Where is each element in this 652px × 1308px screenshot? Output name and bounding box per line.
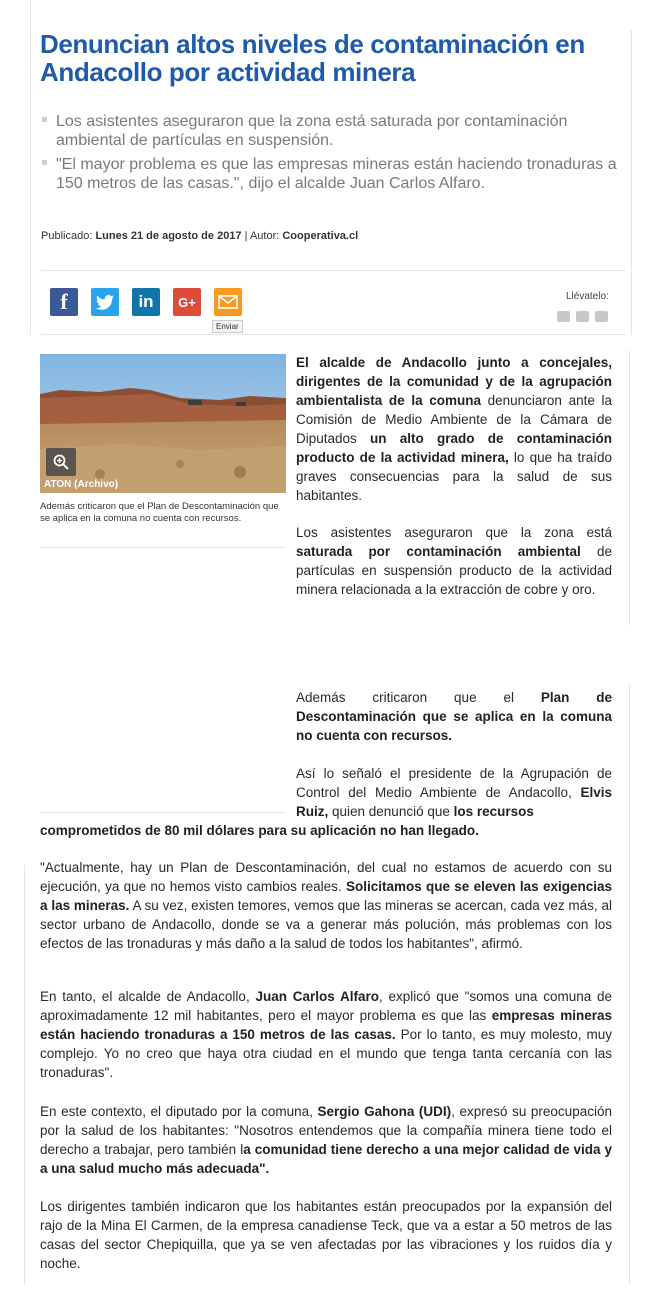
- email-tooltip: Enviar: [212, 320, 243, 333]
- linkedin-share-button[interactable]: [132, 288, 160, 316]
- side-divider: [40, 812, 286, 813]
- bold-text-run: Juan Carlos Alfaro: [255, 989, 380, 1004]
- text-run: Por lo tanto, es muy molesto, muy complejo. Yo no creo que haya otra ciudad en el mundo que tenga tanta cercanía con las tronaduras".: [40, 1027, 612, 1080]
- bold-text-run: los recursos: [453, 804, 534, 819]
- text-run: de partículas en suspensión producto de la actividad minera relacionada a la extracción de cobre y oro.: [296, 544, 612, 597]
- text-run: Los dirigentes también indicaron que los habitantes están preocupados por la expansión del rajo de la Mina El Carmen, de la empresa canadiense Teck, que va a estar a 50 metros de las casas del sector Chepiquilla, que ya se ven afectadas por las vibraciones y los ruidos día y noche.: [40, 1199, 612, 1271]
- facebook-icon: f: [60, 289, 68, 314]
- link-icon[interactable]: [576, 311, 589, 322]
- published-label: Publicado:: [41, 230, 93, 242]
- right-rule-lower: [629, 350, 630, 625]
- bold-text-run: un alto grado de contaminación producto de la actividad minera,: [296, 431, 612, 465]
- text-run: lo que ha traído graves consecuencias para la salud de sus habitantes.: [296, 450, 612, 503]
- twitter-icon: [96, 295, 114, 310]
- bold-text-run: comprometidos de 80 mil dólares para su aplicación no han llegado.: [40, 823, 479, 838]
- article-photo[interactable]: [40, 354, 286, 493]
- body-paragraph: [296, 688, 612, 745]
- summary-bullet: Los asistentes aseguraron que la zona está saturada por contaminación ambiental de partículas en suspensión.: [42, 112, 632, 150]
- text-run: , explicó que "somos una comuna de aproximadamente 12 mil habitantes, pero el mayor problema es que las: [40, 989, 612, 1023]
- bold-text-run: El alcalde de Andacollo junto a concejales, dirigentes de la comunidad y de la agrupación ambientalista de la comuna: [296, 355, 612, 408]
- bullet-square-icon: [42, 160, 47, 165]
- text-run: Así lo señaló el presidente de la Agrupación de Control del Medio Ambiente de Andacollo,: [296, 766, 612, 800]
- facebook-share-button[interactable]: [50, 288, 78, 316]
- mining-landscape-image: [40, 354, 286, 493]
- googleplus-icon: G+: [178, 294, 196, 310]
- body-paragraph: [296, 523, 612, 599]
- right-rule-bottom: [629, 685, 630, 1285]
- text-run: Los asistentes aseguraron que la zona está: [296, 525, 612, 540]
- envelope-icon: [218, 295, 238, 309]
- caption-divider: [40, 547, 286, 548]
- bold-text-run: Sergio Gahona (UDI): [317, 1104, 452, 1119]
- meta-separator: |: [244, 230, 248, 242]
- photo-credit: ATON (Archivo): [44, 479, 119, 490]
- article-tools: [557, 311, 608, 322]
- embed-icon[interactable]: [557, 311, 570, 322]
- article-title: Denuncian altos niveles de contaminación en Andacollo por actividad minera: [40, 29, 585, 87]
- bold-text-run: a comunidad tiene derecho a una mejor calidad de vida y a una salud mucho más adecuada".: [40, 1142, 613, 1176]
- print-icon[interactable]: [595, 311, 608, 322]
- left-rule-bottom: [24, 865, 25, 1285]
- body-paragraph: [40, 987, 612, 1082]
- text-run: , expresó su preocupación por la salud de los habitantes: "Nosotros entendemos que la compañía minera tiene todo el derecho a trabajar, pero también l: [40, 1104, 612, 1157]
- meta-divider: [41, 270, 626, 271]
- author-label: Autor:: [249, 230, 280, 242]
- email-share-button[interactable]: [214, 288, 242, 316]
- bold-text-run: Elvis Ruiz,: [296, 785, 612, 819]
- published-date: Lunes 21 de agosto de 2017: [95, 230, 242, 242]
- bold-text-run: Plan de Descontaminación que se aplica en la comuna no cuenta con recursos.: [296, 690, 613, 743]
- zoom-button[interactable]: [46, 448, 76, 476]
- text-run: En tanto, el alcalde de Andacollo,: [40, 989, 256, 1004]
- text-run: Además criticaron que el: [296, 690, 541, 705]
- bold-text-run: saturada por contaminación ambiental: [296, 544, 581, 559]
- body-paragraph: [40, 821, 612, 840]
- body-paragraph: [40, 1102, 612, 1178]
- text-run: "Actualmente, hay un Plan de Descontaminación, del cual no estamos de acuerdo con su ejecución, ya que no hemos visto cambios reales.: [40, 860, 612, 894]
- text-run: quien denunció que: [328, 804, 454, 819]
- magnifier-icon: [53, 454, 69, 470]
- twitter-share-button[interactable]: [91, 288, 119, 316]
- bold-text-run: Solicitamos que se eleven las exigencias a las mineras.: [40, 879, 612, 913]
- photo-caption: Además criticaron que el Plan de Descontaminación que se aplica en la comuna no cuenta con recursos.: [40, 501, 279, 524]
- bold-text-run: empresas mineras están haciendo tronaduras a 150 metros de las casas.: [40, 1008, 612, 1042]
- text-run: A su vez, existen temores, vemos que las mineras se acercan, cada vez más, al sector urbano de Andacollo, donde se va a generar más polución, más problemas con los efectos de las tronaduras y más daño a la salud de todos los habitantes", afirmó.: [40, 898, 612, 951]
- text-run: En este contexto, el diputado por la comuna,: [40, 1104, 318, 1119]
- googleplus-share-button[interactable]: [173, 288, 201, 316]
- linkedin-icon: in: [138, 292, 154, 311]
- body-paragraph: [40, 858, 612, 953]
- body-paragraph: [296, 353, 612, 505]
- share-divider: [41, 334, 626, 335]
- summary-bullet: "El mayor problema es que las empresas mineras están haciendo tronaduras a 150 metros de las casas.", dijo el alcalde Juan Carlos Alfaro.: [42, 155, 632, 193]
- body-paragraph: [296, 764, 612, 821]
- body-paragraph: [40, 1197, 612, 1273]
- llevatelo-label: Llévatelo:: [566, 291, 609, 302]
- left-rule: [30, 0, 31, 335]
- article-meta: [41, 230, 358, 242]
- summary-bullets: [42, 112, 632, 198]
- author-name[interactable]: Cooperativa.cl: [282, 230, 359, 242]
- bullet-square-icon: [42, 117, 47, 122]
- text-run: denunciaron ante la Comisión de Medio Ambiente de la Cámara de Diputados: [296, 393, 612, 446]
